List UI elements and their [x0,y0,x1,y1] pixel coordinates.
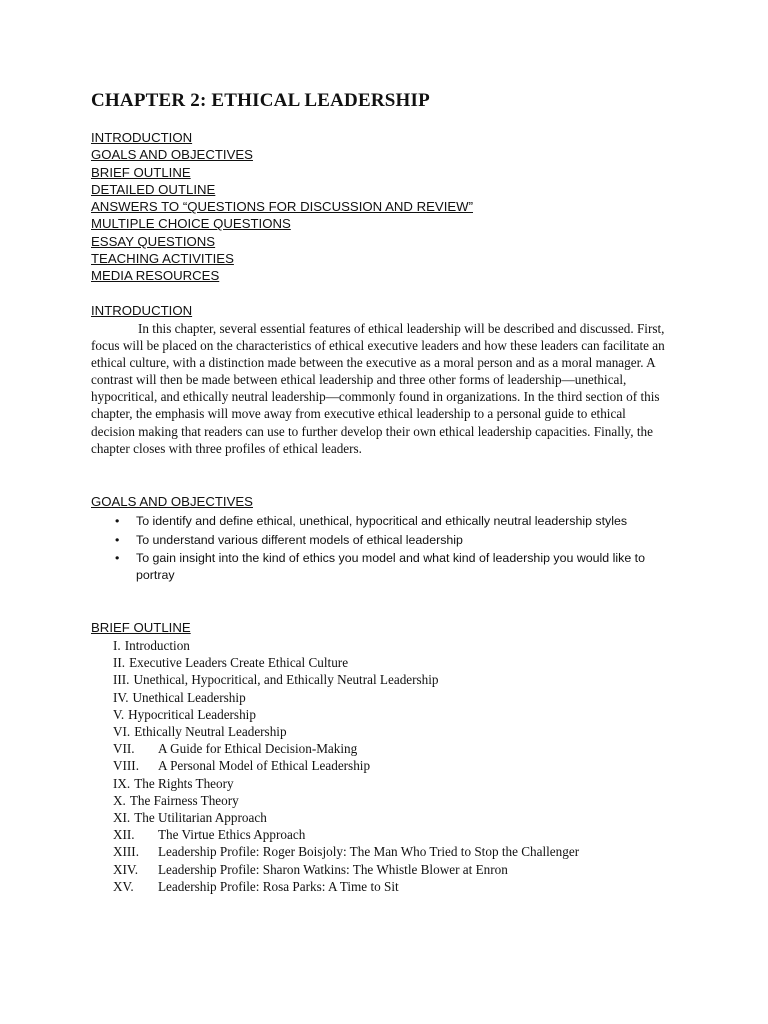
outline-number: VII. [113,741,135,757]
chapter-title: CHAPTER 2: ETHICAL LEADERSHIP [91,90,430,111]
toc-link-media-resources[interactable]: MEDIA RESOURCES [91,268,220,284]
bullet-icon: • [115,551,120,565]
outline-number: XIV. [113,861,139,877]
outline-number: XIII. [113,844,139,860]
outline-number: VIII. [113,758,139,774]
introduction-heading: INTRODUCTION [91,303,193,318]
outline-text: Leadership Profile: Rosa Parks: A Time to Sit [158,878,399,894]
outline-number: IX. [113,775,131,791]
toc-link-answers[interactable]: ANSWERS TO “QUESTIONS FOR DISCUSSION AND REVIEW” [91,199,473,215]
goal-text: To identify and define ethical, unethical, hypocritical and ethically neutral leadership styles [136,514,628,528]
outline-text: Ethically Neutral Leadership [134,724,287,740]
list-item [91,532,676,549]
bullet-icon: • [115,514,120,528]
toc-link-brief-outline[interactable]: BRIEF OUTLINE [91,164,191,180]
list-item [113,792,579,809]
list-item [113,637,579,654]
outline-text: Unethical Leadership [132,689,246,705]
list-item [113,689,579,706]
outline-number: III. [113,672,130,688]
list-item [113,723,579,740]
goal-text: To understand various different models of ethical leadership [136,532,463,547]
goals-heading: GOALS AND OBJECTIVES [91,494,253,509]
outline-text: Leadership Profile: Sharon Watkins: The Whistle Blower at Enron [158,861,508,877]
outline-text: The Virtue Ethics Approach [158,827,306,843]
list-item [113,861,579,878]
toc-link-multiple-choice[interactable]: MULTIPLE CHOICE QUESTIONS [91,216,291,232]
list-item [91,550,676,584]
list-item [113,843,579,860]
outline-number: X. [113,792,126,808]
list-item [113,740,579,757]
outline-text: Hypocritical Leadership [128,706,256,722]
list-item [113,654,579,671]
table-of-contents [91,129,473,285]
list-item [113,706,579,723]
list-item [113,671,579,688]
list-item [113,757,579,774]
list-item [113,878,579,895]
goal-text: To gain insight into the kind of ethics you model and what kind of leadership you would like to portray [136,551,646,582]
outline-number: VI. [113,724,131,740]
outline-number: XI. [113,810,131,826]
goals-list [91,513,676,586]
outline-number: II. [113,655,126,671]
brief-outline-heading: BRIEF OUTLINE [91,620,191,635]
outline-number: IV. [113,689,129,705]
outline-text: Unethical, Hypocritical, and Ethically Neutral Leadership [133,672,439,688]
outline-number: V. [113,706,125,722]
outline-number: XV. [113,878,134,894]
outline-text: Leadership Profile: Roger Boisjoly: The Man Who Tried to Stop the Challenger [158,844,580,860]
toc-link-introduction[interactable]: INTRODUCTION [91,130,193,145]
outline-text: The Utilitarian Approach [134,810,267,826]
outline-text: A Personal Model of Ethical Leadership [158,758,371,774]
outline-text: The Rights Theory [134,775,234,791]
introduction-paragraph: In this chapter, several essential features of ethical leadership will be described and discussed. First, focus will be placed on the characteristics of ethical executive leaders and how these leaders can facilitate an ethical culture, with a distinction made between the executive as a moral person and as a moral manager. A contrast will then be made between ethical leadership and three other forms of leadership—unethical, hypocritical, and ethically neutral leadership—commonly found in organizations. In the third section of this chapter, the emphasis will move away from executive ethical leadership to a personal guide to ethical decision making that readers can use to further develop their own ethical leadership capacities. Finally, the chapter closes with three profiles of ethical leaders. [91,321,665,456]
outline-number: XII. [113,827,135,843]
toc-link-teaching-activities[interactable]: TEACHING ACTIVITIES [91,251,234,267]
outline-text: Introduction [124,638,190,653]
toc-link-essay-questions[interactable]: ESSAY QUESTIONS [91,233,216,249]
list-item [113,809,579,826]
outline-text: Executive Leaders Create Ethical Culture [129,655,349,671]
brief-outline-list [113,637,579,895]
list-item [113,826,579,843]
outline-text: A Guide for Ethical Decision-Making [158,741,358,757]
toc-link-detailed-outline[interactable]: DETAILED OUTLINE [91,181,216,197]
list-item [91,513,676,530]
outline-text: The Fairness Theory [129,792,239,808]
toc-link-goals-and-objectives[interactable]: GOALS AND OBJECTIVES [91,147,253,163]
list-item [113,775,579,792]
outline-number: I. [113,638,121,653]
bullet-icon: • [115,532,120,547]
